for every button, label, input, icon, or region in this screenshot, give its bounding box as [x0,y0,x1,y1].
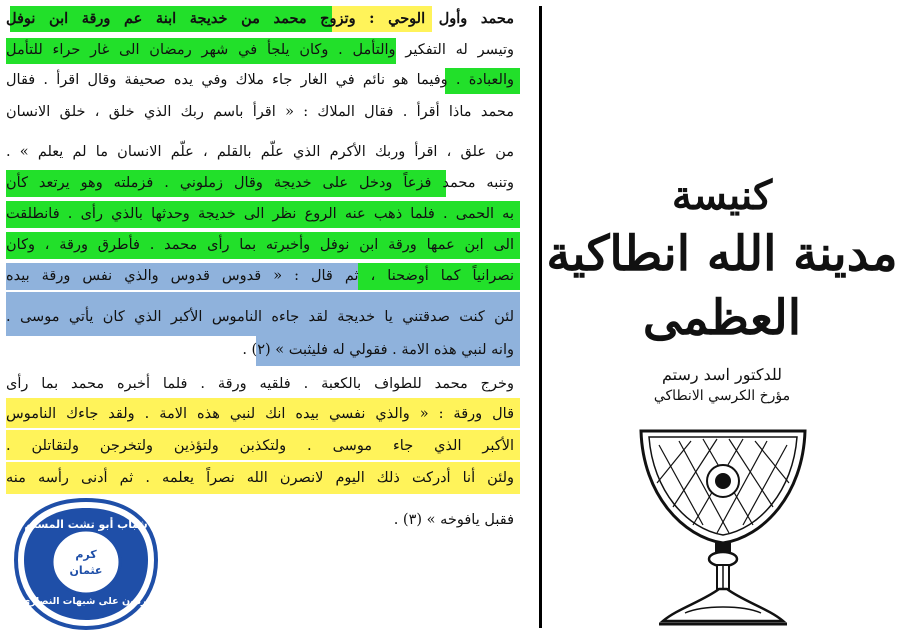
text-line: محمد ماذا أقرأ . فقال الملاك : « اقرأ باسم ربك الذي خلق ، خلق الانسان [6,104,514,120]
text-line: وتيسر له التفكير والتأمل . وكان يلجأ في شهر رمضان الى غار حراء للتأمل [6,42,514,58]
badge-top-text: شباب أبو تشت المسلم [24,518,148,531]
badge-center-line1: كرم [75,548,97,561]
cover-title-main: مدينة الله انطاكية العظمى [546,226,898,346]
text-line: لئن كنت صدقتني يا خديجة لقد جاءه الناموس الأكبر الذي كان يأتي موسى . [6,309,514,325]
text-line: وانه لنبي هذه الامة . فقولي له فليثبت » (٢) . [242,342,514,358]
text-line: الى ابن عمها ورقة ابن نوفل وأخبرته بما رأى محمد . فأطرق ورقة ، وكان [6,237,514,253]
text-line: وتنبه محمد فزعاً ودخل على خديجة وقال زملوني . فزملته وهو يرتعد كأن [6,175,514,191]
page-divider [539,6,542,628]
book-cover-page [545,0,899,633]
text-line: به الحمى . فلما ذهب عنه الروع نظر الى خديجة وحدثها بالذي رأى . فانطلقت [6,206,514,222]
cover-author-title: مؤرخ الكرسي الانطاكي [653,388,791,404]
text-line: قال ورقة : « والذي نفسي بيده انك لنبي هذه الامة . ولقد جاءك الناموس [6,406,514,422]
badge-center [52,530,120,594]
text-line: والعبادة . وفيما هو نائم في الغار جاء ملاك وفي يده صحيفة وقال اقرأ . فقال [6,72,514,88]
text-line: وخرج محمد للطواف بالكعبة . فلقيه ورقة . فلما أخبره محمد بما رأى [6,376,514,392]
text-line: نصرانياً كما أوضحنا ، ثم قال : « قدوس قدوس والذي نفس ورقة بيده [6,268,514,284]
cover-author: للدكتور اسد رستم [661,365,783,384]
badge-bottom-text: يردون على شبهات النصارى [21,596,151,607]
badge-center-line2: عثمان [69,564,103,577]
text-line: الأكبر الذي جاء موسى . ولتكذبن ولتؤذين ولتخرجن ولتقاتلن . [6,438,514,454]
chalice-illustration [633,425,813,630]
text-line: فقبل يافوخه » (٣) . [393,512,514,528]
text-line: من علق ، اقرأ وربك الأكرم الذي علّم بالقلم ، علّم الانسان ما لم يعلم » . [6,144,514,160]
cover-title-top: كنيسة [671,172,773,219]
text-line: ولئن أنا أدركت ذلك اليوم لانصرن الله نصراً يعلمه . ثم أدنى رأسه منه [6,470,514,486]
text-line: محمد وأول الوحي : وتزوج محمد من خديجة ابنة عم ورقة ابن نوفل [6,10,514,27]
